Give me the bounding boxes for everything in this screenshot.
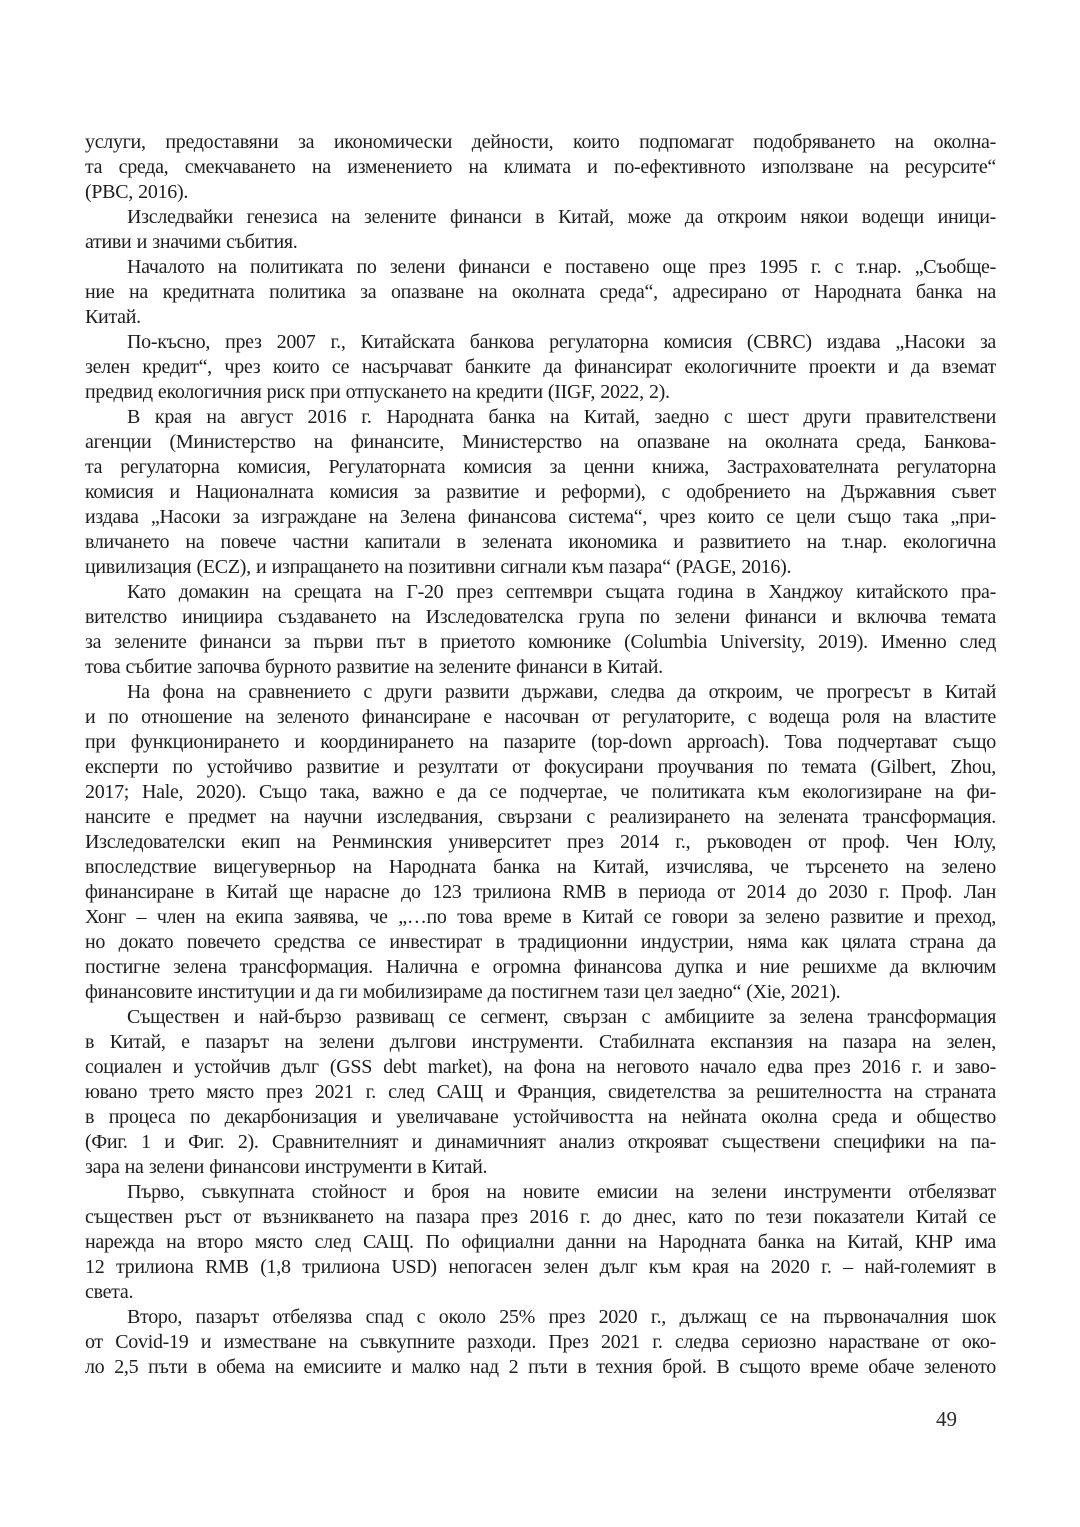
- paragraph: [85, 205, 996, 255]
- text-line: агенции (Министерство на финансите, Министерство на опазване на околната среда, Банкова-: [85, 431, 996, 453]
- text-line: зелен кредит“, чрез които се насърчават банките да финансират екологичните проекти и да вземат: [85, 356, 996, 378]
- paragraph: [85, 580, 996, 680]
- text-line: ло 2,5 пъти в обема на емисиите и малко над 2 пъти в техния брой. В същото време обаче зеленото: [85, 1356, 996, 1378]
- text-line: Като домакин на срещата на Г-20 през септември същата година в Ханджоу китайското пра-: [127, 581, 996, 603]
- text-line: в процеса по декарбонизация и увеличаване устойчивостта на нейната околна среда и общество: [85, 1106, 996, 1128]
- text-line: експерти по устойчиво развитие и резултати от фокусирани проучвания по темата (Gilbert, Zhou,: [85, 756, 996, 778]
- text-line: постигне зелена трансформация. Налична е огромна финансова дупка и ние решихме да включим: [85, 956, 996, 978]
- text-line: издава „Насоки за изграждане на Зелена финансова система“, чрез които се цели също така „при-: [85, 506, 996, 528]
- text-line: 2017; Hale, 2020). Също така, важно е да се подчертае, че политиката към екологизиране на фи-: [85, 781, 996, 803]
- text-line: та регулаторна комисия, Регулаторната комисия за ценни книжа, Застрахователната регулаторна: [85, 456, 996, 478]
- text-line: Хонг – член на екипа заявява, че „…по това време в Китай се говори за зелено развитие и преход,: [85, 906, 996, 928]
- text-line: впоследствие вицегуверньор на Народната банка на Китай, изчислява, че търсенето на зелено: [85, 856, 996, 878]
- text-line: при функционирането и координирането на пазарите (top-down approach). Това подчертават също: [85, 731, 996, 753]
- text-line: Съществен и най-бързо развиващ се сегмент, свързан с амбициите за зелена трансформация: [127, 1006, 996, 1028]
- paragraph: [85, 1180, 996, 1305]
- text-line: Второ, пазарът отбелязва спад с около 25% през 2020 г., дължащ се на първоначалния шок: [127, 1306, 996, 1328]
- text-line: съществен ръст от възникването на пазара през 2016 г. до днес, като по тези показатели Китай се: [85, 1206, 996, 1228]
- text-line: В края на август 2016 г. Народната банка на Китай, заедно с шест други правителствени: [127, 406, 996, 428]
- paragraph: [85, 1305, 996, 1380]
- text-line: и по отношение на зеленото финансиране е насочван от регулаторите, с водеща роля на властите: [85, 706, 996, 728]
- text-line: финансовите институции и да ги мобилизираме да постигнем тази цел заедно“ (Xie, 2021).: [85, 981, 841, 1003]
- page-text-block: [85, 130, 996, 1380]
- paragraph: [85, 405, 996, 580]
- text-line: това събитие започва бурното развитие на зелените финанси в Китай.: [85, 656, 663, 678]
- text-line: социален и устойчив дълг (GSS debt market), на фона на неговото начало едва през 2016 г. и заво-: [85, 1056, 996, 1078]
- text-line: (PBC, 2016).: [85, 181, 189, 203]
- text-line: за зелените финанси за първи път в приетото комюнике (Columbia University, 2019). Именно след: [85, 631, 996, 653]
- text-line: На фона на сравнението с други развити държави, следва да откроим, че прогресът в Китай: [127, 681, 996, 703]
- text-line: в Китай, е пазарът на зелени дългови инструменти. Стабилната експанзия на пазара на зелен,: [85, 1031, 996, 1053]
- page-footer: [0, 1406, 957, 1432]
- text-line: 12 трилиона RMB (1,8 трилиона USD) непогасен зелен дълг към края на 2020 г. – най-големият в: [85, 1256, 996, 1278]
- text-line: та среда, смекчаването на изменението на климата и по-ефективното използване на ресурсите“: [85, 156, 996, 178]
- text-line: вличането на повече частни капитали в зелената икономика и развитието на т.нар. екологична: [85, 531, 996, 553]
- text-line: света.: [85, 1281, 134, 1303]
- text-line: По-късно, през 2007 г., Китайската банкова регулаторна комисия (CBRC) издава „Насоки за: [127, 331, 996, 353]
- text-line: ювано трето място през 2021 г. след САЩ и Франция, свидетелства за решителността на страната: [85, 1081, 996, 1103]
- text-line: но докато повечето средства се инвестират в традиционни индустрии, няма как цялата страна да: [85, 931, 996, 953]
- text-line: ативи и значими събития.: [85, 231, 298, 253]
- paragraph: [85, 330, 996, 405]
- text-line: Изследвайки генезиса на зелените финанси в Китай, може да откроим някои водещи иници-: [127, 206, 996, 228]
- text-line: цивилизация (ECZ), и изпращането на позитивни сигнали към пазара“ (PAGE, 2016).: [85, 556, 792, 578]
- page-number: 49: [936, 1407, 957, 1431]
- text-line: Началото на политиката по зелени финанси е поставено още през 1995 г. с т.нар. „Съобще-: [127, 256, 996, 278]
- text-line: нарежда на второ място след САЩ. По официални данни на Народната банка на Китай, КНР има: [85, 1231, 996, 1253]
- paragraph: [85, 1005, 996, 1180]
- text-line: услуги, предоставяни за икономически дейности, които подпомагат подобряването на околна-: [85, 131, 996, 153]
- text-line: Изследователски екип на Ренминския университет през 2014 г., ръководен от проф. Чен Юлу,: [85, 831, 996, 853]
- paragraph: [85, 255, 996, 330]
- text-line: финансиране в Китай ще нарасне до 123 трилиона RMB в периода от 2014 до 2030 г. Проф. Лан: [85, 881, 996, 903]
- text-line: вителство инициира създаването на Изследователска група по зелени финанси и включва темата: [85, 606, 996, 628]
- paragraph: [85, 130, 996, 205]
- text-line: от Covid-19 и изместване на съвкупните разходи. През 2021 г. следва сериозно нарастване от око-: [85, 1331, 996, 1353]
- text-line: нансите е предмет на научни изследвания, свързани с реализирането на зелената трансформация.: [85, 806, 996, 828]
- text-line: предвид екологичния риск при отпускането на кредити (IIGF, 2022, 2).: [85, 381, 670, 403]
- text-line: зара на зелени финансови инструменти в Китай.: [85, 1156, 488, 1178]
- text-line: (Фиг. 1 и Фиг. 2). Сравнителният и динамичният анализ открояват съществени специфики на па-: [85, 1131, 996, 1153]
- text-line: комисия и Националната комисия за развитие и реформи), с одобрението на Държавния съвет: [85, 481, 996, 503]
- paragraph: [85, 680, 996, 1005]
- text-line: ние на кредитната политика за опазване на околната среда“, адресирано от Народната банка на: [85, 281, 996, 303]
- text-line: Първо, съвкупната стойност и броя на новите емисии на зелени инструменти отбелязват: [127, 1181, 996, 1203]
- text-line: Китай.: [85, 306, 141, 328]
